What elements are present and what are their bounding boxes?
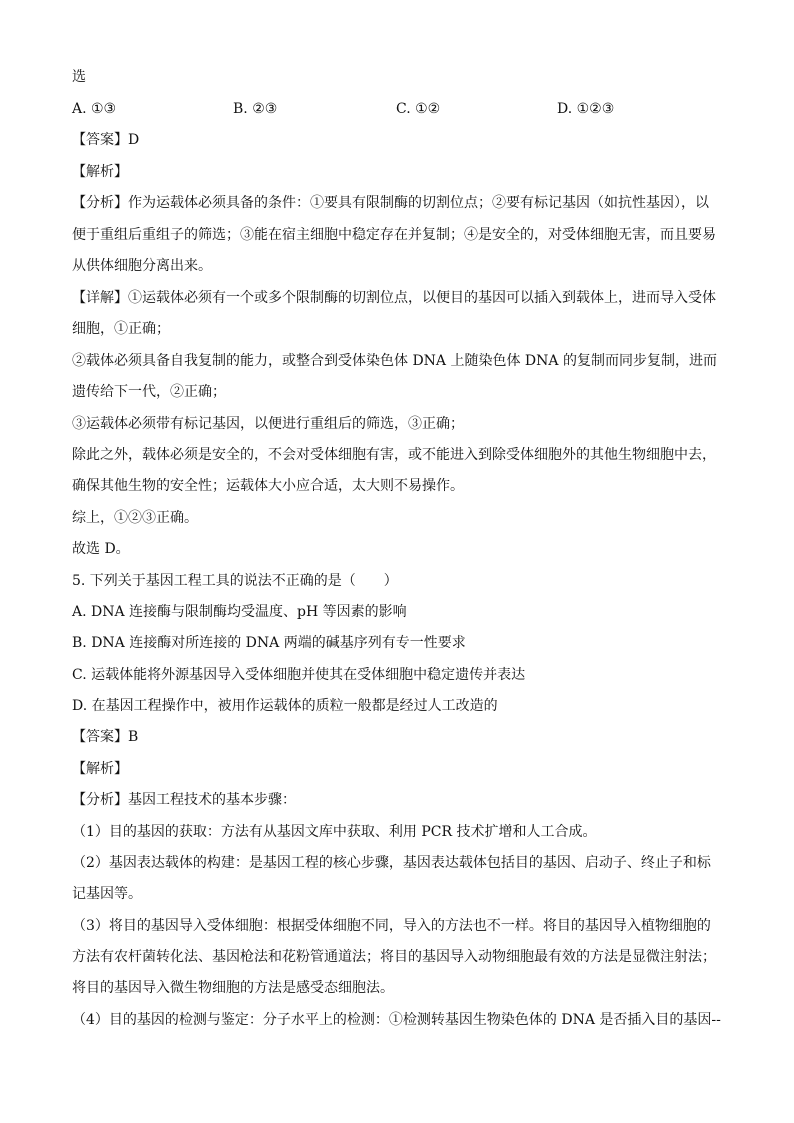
text-line: （1）目的基因的获取：方法有从基因文库中获取、利用 PCR 技术扩增和人工合成。 xyxy=(72,824,597,840)
answer-label: 【答案】B xyxy=(72,729,139,745)
option-a: A. ①③ xyxy=(72,101,117,117)
text-line: 综上，①②③正确。 xyxy=(72,510,198,526)
option-d: D. ①②③ xyxy=(557,101,615,117)
text-line: 【分析】基因工程技术的基本步骤： xyxy=(72,792,296,808)
text-line: 选 xyxy=(72,69,86,85)
text-line: 确保其他生物的安全性；运载体大小应合适，太大则不易操作。 xyxy=(72,478,464,494)
analysis-label: 【解析】 xyxy=(72,164,128,180)
option-line: B. DNA 连接酶对所连接的 DNA 两端的碱基序列有专一性要求 xyxy=(72,635,466,651)
question-stem: 5. 下列关于基因工程工具的说法不正确的是（ ） xyxy=(72,573,398,589)
option-line: D. 在基因工程操作中，被用作运载体的质粒一般都是经过人工改造的 xyxy=(72,698,498,714)
text-line: 记基因等。 xyxy=(72,886,142,902)
text-line: 从供体细胞分离出来。 xyxy=(72,258,212,274)
text-line: ②载体必须具备自我复制的能力，或整合到受体染色体 DNA 上随染色体 DNA 的复制而同步复制，进而 xyxy=(72,353,717,369)
text-line: 【分析】作为运载体必须具备的条件：①要具有限制酶的切割位点；②要有标记基因（如抗性基因），以 xyxy=(72,195,709,211)
text-line: （2）基因表达载体的构建：是基因工程的核心步骤，基因表达载体包括目的基因、启动子、终止子和标 xyxy=(72,855,711,871)
text-line: 遗传给下一代，②正确； xyxy=(72,384,226,400)
text-line: 故选 D。 xyxy=(72,541,130,557)
text-line: 方法有农杆菌转化法、基因枪法和花粉管通道法；将目的基因导入动物细胞最有效的方法是显微注射法； xyxy=(72,949,716,965)
text-line: ③运载体必须带有标记基因，以便进行重组后的筛选，③正确； xyxy=(72,416,464,432)
text-line: 便于重组后重组子的筛选；③能在宿主细胞中稳定存在并复制；④是安全的，对受体细胞无害，而且要易 xyxy=(72,227,716,243)
answer-label: 【答案】D xyxy=(72,132,140,148)
text-line: 【详解】①运载体必须有一个或多个限制酶的切割位点，以便目的基因可以插入到载体上，进而导入受体 xyxy=(72,290,716,306)
text-line: （4）目的基因的检测与鉴定：分子水平上的检测：①检测转基因生物染色体的 DNA 是否插入目的基因-- xyxy=(72,1012,721,1028)
text-line: 除此之外，载体必须是安全的，不会对受体细胞有害，或不能进入到除受体细胞外的其他生物细胞中去， xyxy=(72,447,716,463)
analysis-label: 【解析】 xyxy=(72,761,128,777)
option-c: C. ①② xyxy=(396,101,441,117)
text-line: 将目的基因导入微生物细胞的方法是感受态细胞法。 xyxy=(72,980,394,996)
option-line: A. DNA 连接酶与限制酶均受温度、pH 等因素的影响 xyxy=(72,604,407,620)
option-line: C. 运载体能将外源基因导入受体细胞并使其在受体细胞中稳定遗传并表达 xyxy=(72,667,526,683)
text-line: 细胞，①正确； xyxy=(72,321,170,337)
text-line: （3）将目的基因导入受体细胞：根据受体细胞不同，导入的方法也不一样。将目的基因导入植物细胞的 xyxy=(72,918,711,934)
option-b: B. ②③ xyxy=(233,101,278,117)
